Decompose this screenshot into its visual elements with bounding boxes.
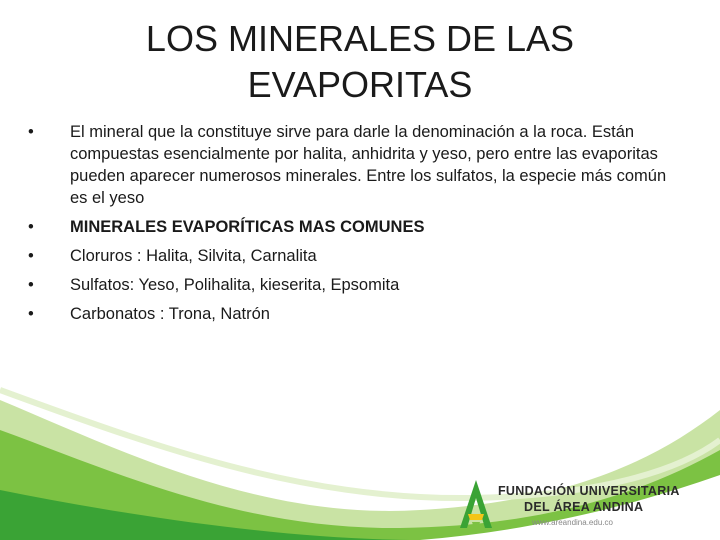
slide-title-line1: LOS MINERALES DE LAS: [145, 18, 575, 59]
bullet-dot: •: [28, 218, 34, 236]
slide-title-line2: EVAPORITAS: [247, 64, 473, 105]
bullet-dot: •: [28, 247, 34, 265]
bullet-text: El mineral que la constituye sirve para darle la denominación a la roca. Están compuestas esencialmente por halita, anhidrita y yeso, pero entre las evaporitas pueden aparecer numerosos minerales. Entre los sulfatos, la especie más común es el yeso: [70, 123, 667, 207]
areandina-logo: [458, 478, 708, 534]
bullet-dot: •: [28, 276, 34, 294]
logo-title-line1: FUNDACIÓN UNIVERSITARIA: [498, 484, 680, 498]
bullet-dot: •: [28, 305, 34, 323]
bullet-text: Carbonatos : Trona, Natrón: [70, 305, 270, 323]
bullet-text: MINERALES EVAPORÍTICAS MAS COMUNES: [70, 218, 425, 236]
bullet-list: [28, 121, 668, 332]
bullet-item: [28, 245, 668, 267]
bullet-item: [28, 121, 668, 209]
bullet-text: Sulfatos: Yeso, Polihalita, kieserita, Epsomita: [70, 276, 400, 294]
bullet-item: [28, 274, 668, 296]
logo-title-line2: DEL ÁREA ANDINA: [524, 500, 644, 514]
bullet-item: [28, 216, 668, 238]
slide-title: [60, 16, 660, 108]
areandina-a-logo-icon: [458, 478, 494, 530]
bullet-text: Cloruros : Halita, Silvita, Carnalita: [70, 247, 317, 265]
logo-url[interactable]: www.areandina.edu.co: [532, 518, 613, 527]
bullet-item: [28, 303, 668, 325]
bullet-dot: •: [28, 123, 34, 141]
